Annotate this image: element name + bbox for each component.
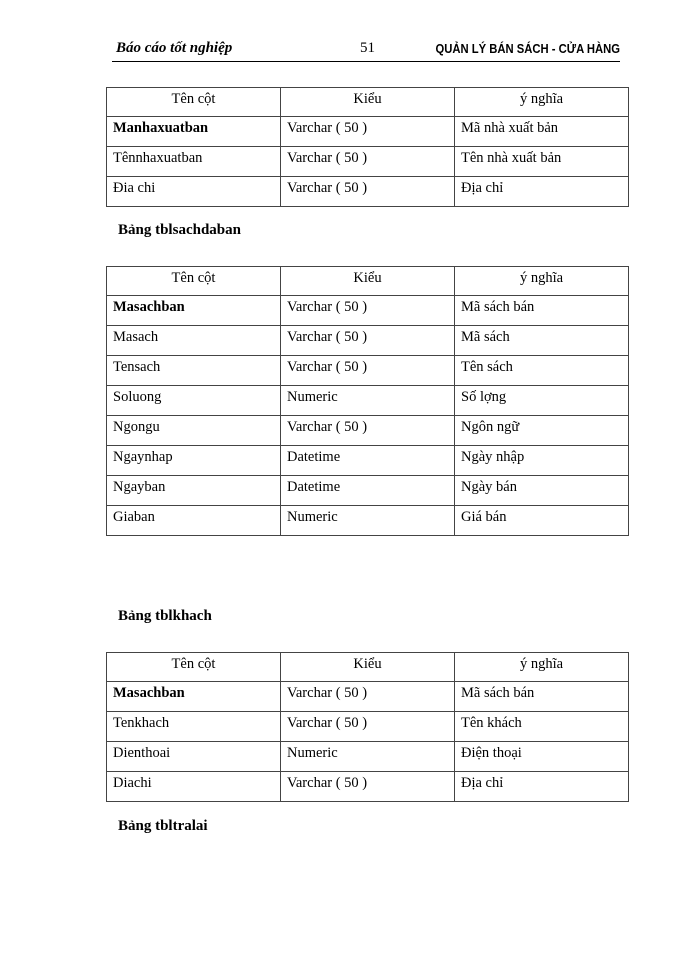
table-row: [107, 742, 629, 772]
table-row: [107, 446, 629, 476]
cell-type: Numeric: [281, 386, 455, 416]
column-header: Tên cột: [107, 653, 281, 682]
table-row: [107, 386, 629, 416]
column-header: ý nghĩa: [455, 267, 629, 296]
cell-column-name: Masach: [107, 326, 281, 356]
page-number: 51: [360, 40, 375, 56]
cell-type: Datetime: [281, 476, 455, 506]
cell-meaning: Số lợng: [455, 386, 629, 416]
cell-column-name: Tensach: [107, 356, 281, 386]
cell-type: Varchar ( 50 ): [281, 416, 455, 446]
cell-column-name: Đia chi: [107, 177, 281, 207]
table-row: [107, 682, 629, 712]
cell-meaning: Ngôn ngữ: [455, 416, 629, 446]
cell-column-name: Tenkhach: [107, 712, 281, 742]
cell-type: Varchar ( 50 ): [281, 177, 455, 207]
table-nhaxuatban: [106, 87, 629, 207]
column-header: Kiểu: [281, 267, 455, 296]
cell-type: Numeric: [281, 742, 455, 772]
table-row: [107, 772, 629, 802]
table-row: [107, 177, 629, 207]
column-header: Tên cột: [107, 88, 281, 117]
cell-meaning: Giá bán: [455, 506, 629, 536]
table-row: [107, 712, 629, 742]
table-caption-sachdaban: Bảng tblsachdaban: [118, 222, 241, 238]
cell-meaning: Mã sách bán: [455, 682, 629, 712]
column-header: Kiểu: [281, 88, 455, 117]
cell-column-name: Ngayban: [107, 476, 281, 506]
header-report-title: Báo cáo tốt nghiệp: [116, 40, 233, 56]
cell-meaning: Mã sách: [455, 326, 629, 356]
cell-meaning: Điện thoại: [455, 742, 629, 772]
cell-type: Varchar ( 50 ): [281, 682, 455, 712]
cell-column-name: Ngongu: [107, 416, 281, 446]
page-header: [112, 40, 620, 62]
column-header: Kiểu: [281, 653, 455, 682]
table-row: [107, 476, 629, 506]
cell-type: Varchar ( 50 ): [281, 712, 455, 742]
cell-column-name: Diachi: [107, 772, 281, 802]
cell-meaning: Ngày nhập: [455, 446, 629, 476]
table-caption-tralai: Bảng tbltralai: [118, 818, 208, 834]
cell-type: Varchar ( 50 ): [281, 117, 455, 147]
cell-meaning: Tên khách: [455, 712, 629, 742]
column-header: Tên cột: [107, 267, 281, 296]
table-row: [107, 117, 629, 147]
table-row: [107, 147, 629, 177]
cell-meaning: Mã nhà xuất bản: [455, 117, 629, 147]
cell-column-name: Dienthoai: [107, 742, 281, 772]
cell-meaning: Mã sách bán: [455, 296, 629, 326]
header-row: [107, 88, 629, 117]
cell-column-name: Masachban: [107, 296, 281, 326]
cell-type: Varchar ( 50 ): [281, 356, 455, 386]
cell-meaning: Ngày bán: [455, 476, 629, 506]
cell-meaning: Tên sách: [455, 356, 629, 386]
table-sachdaban: [106, 266, 629, 536]
cell-column-name: Masachban: [107, 682, 281, 712]
cell-type: Varchar ( 50 ): [281, 326, 455, 356]
cell-column-name: Soluong: [107, 386, 281, 416]
cell-column-name: Manhaxuatban: [107, 117, 281, 147]
header-row: [107, 653, 629, 682]
table-caption-khach: Bảng tblkhach: [118, 608, 212, 624]
cell-type: Varchar ( 50 ): [281, 772, 455, 802]
cell-meaning: Tên nhà xuất bản: [455, 147, 629, 177]
table-row: [107, 416, 629, 446]
table-row: [107, 356, 629, 386]
column-header: ý nghĩa: [455, 653, 629, 682]
table-row: [107, 296, 629, 326]
table-row: [107, 326, 629, 356]
header-rule: [112, 61, 620, 62]
cell-type: Varchar ( 50 ): [281, 147, 455, 177]
cell-column-name: Giaban: [107, 506, 281, 536]
cell-type: Varchar ( 50 ): [281, 296, 455, 326]
table-row: [107, 506, 629, 536]
table-khach: [106, 652, 629, 802]
header-row: [107, 267, 629, 296]
cell-type: Numeric: [281, 506, 455, 536]
column-header: ý nghĩa: [455, 88, 629, 117]
cell-type: Datetime: [281, 446, 455, 476]
cell-meaning: Địa chỉ: [455, 177, 629, 207]
cell-meaning: Địa chỉ: [455, 772, 629, 802]
header-project-title: QUẢN LÝ BÁN SÁCH - CỬA HÀNG: [435, 42, 620, 56]
cell-column-name: Ngaynhap: [107, 446, 281, 476]
cell-column-name: Tênnhaxuatban: [107, 147, 281, 177]
